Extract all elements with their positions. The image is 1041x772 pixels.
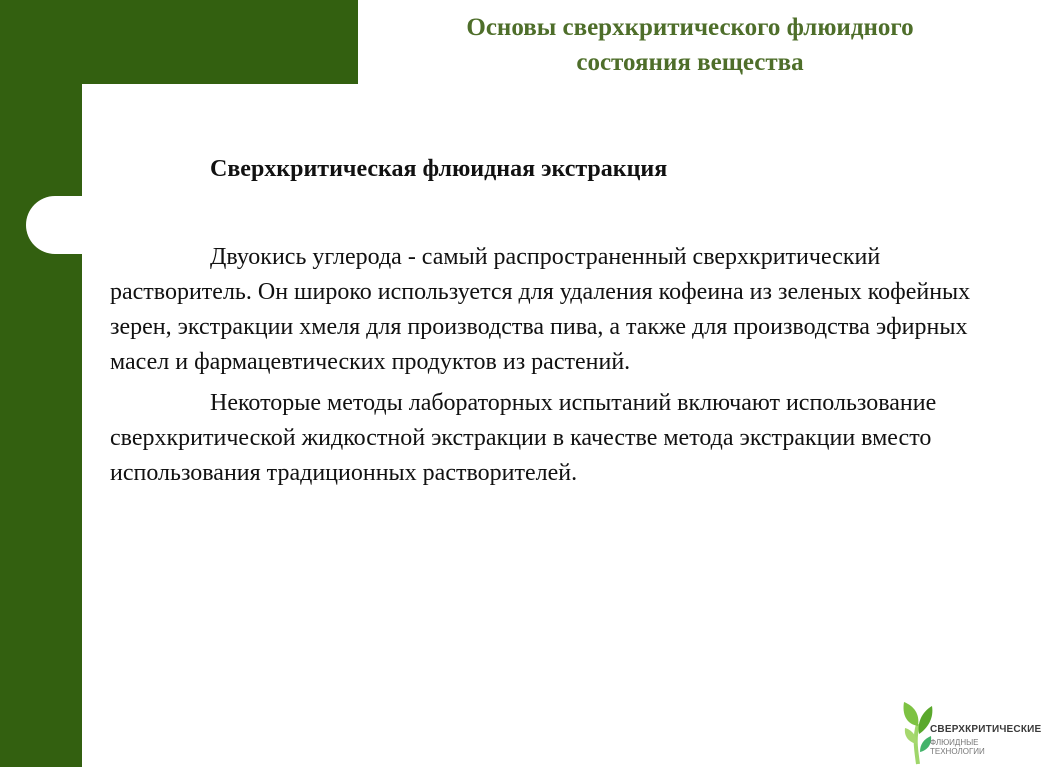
- top-green-band: [0, 0, 358, 84]
- slide-title: [370, 10, 1010, 80]
- title-line-1: Основы сверхкритического флюидного: [466, 14, 914, 41]
- logo-text-line-2: ФЛЮИДНЫЕ ТЕХНОЛОГИИ: [930, 738, 985, 756]
- content-panel-corner: [82, 84, 142, 144]
- title-line-2: состояния вещества: [576, 49, 804, 76]
- left-green-bar: [0, 0, 82, 767]
- logo-text-line-1: СВЕРХКРИТИЧЕСКИЕ: [930, 724, 1041, 735]
- body-text: [110, 240, 1010, 491]
- paragraph-1: Двуокись углерода - самый распространенный сверхкритический растворитель. Он широко используется для удаления кофеина из зеленых кофейных зерен, экстракции хмеля для производства пива, а также для производства эфирных масел и фармацевтических продуктов из растений.: [110, 244, 971, 375]
- side-tab: [26, 196, 100, 254]
- paragraph-2: Некоторые методы лабораторных испытаний включают использование сверхкритической жидкостной экстракции в качестве метода экстракции вместо использования традиционных растворителей.: [110, 390, 937, 486]
- section-heading: Сверхкритическая флюидная экстракция: [210, 156, 668, 182]
